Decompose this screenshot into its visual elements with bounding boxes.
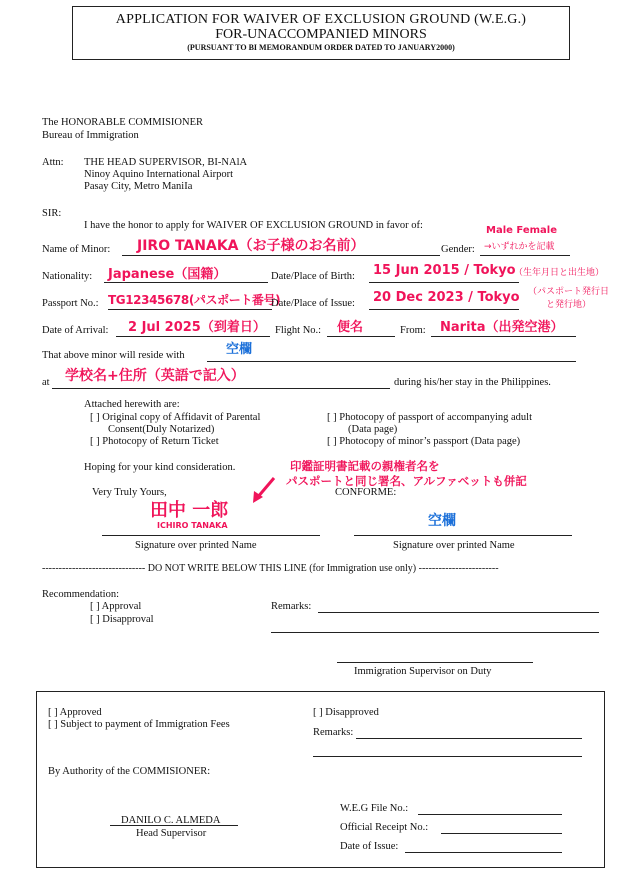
approved-checkbox[interactable]: [ ] Approved bbox=[48, 707, 102, 718]
subject-fees-checkbox[interactable]: [ ] Subject to payment of Immigration Fees bbox=[48, 719, 230, 730]
file-no-label: W.E.G File No.: bbox=[340, 803, 409, 814]
form-title-box bbox=[72, 6, 570, 60]
attachment-adult-passport[interactable]: [ ] Photocopy of passport of accompanying adult bbox=[327, 412, 532, 423]
name-label: Name of Minor: bbox=[42, 244, 111, 255]
signature-note-line2: パスポートと同じ署名、アルファベットも併記 bbox=[286, 474, 527, 488]
disapproved-checkbox[interactable]: [ ] Disapproved bbox=[313, 707, 379, 718]
attachment-affidavit[interactable]: [ ] Original copy of Affidavit of Parental bbox=[90, 412, 261, 423]
recommendation-remarks-line1[interactable] bbox=[318, 612, 599, 613]
signature-line-left[interactable] bbox=[102, 535, 320, 536]
attn-line3: Pasay City, Metro ManiIa bbox=[84, 181, 193, 192]
issue-date-line[interactable] bbox=[405, 852, 562, 853]
at-value: 学校名+住所（英語で記入） bbox=[65, 368, 245, 384]
arrow-icon bbox=[250, 474, 280, 504]
recommendation-remarks-label: Remarks: bbox=[271, 601, 312, 612]
passport-value: TG12345678(パスポート番号) bbox=[108, 293, 281, 307]
dob-field-line[interactable] bbox=[369, 282, 519, 283]
disapproval-checkbox[interactable]: [ ] Disapproval bbox=[90, 614, 154, 625]
issue-date-label: Date of Issue: bbox=[340, 841, 399, 852]
reside-field-line[interactable] bbox=[207, 361, 576, 362]
signature-caption-right: Signature over printed Name bbox=[393, 540, 515, 551]
dob-note: （生年月日と出生地） bbox=[514, 268, 605, 278]
hoping-text: Hoping for your kind consideration. bbox=[84, 462, 236, 473]
gender-note: →いずれかを記載 bbox=[484, 242, 555, 252]
at-field-line[interactable] bbox=[52, 388, 390, 389]
passport-field-line[interactable] bbox=[108, 309, 272, 310]
signature-name-roman: ICHIRO TANAKA bbox=[157, 521, 228, 530]
attachment-return-ticket[interactable]: [ ] Photocopy of Return Ticket bbox=[90, 436, 219, 447]
name-field-line[interactable] bbox=[122, 255, 440, 256]
supervisor-signature-line[interactable] bbox=[337, 662, 533, 663]
signature-line-right[interactable] bbox=[354, 535, 572, 536]
arrival-value: 2 Jul 2025（到着日） bbox=[128, 320, 266, 335]
form-title: APPLICATION FOR WAIVER OF EXCLUSION GROUND (W.E.G.) bbox=[115, 12, 527, 27]
passport-label: Passport No.: bbox=[42, 298, 99, 309]
recommendation-remarks-line2[interactable] bbox=[271, 632, 599, 633]
dob-value: 15 Jun 2015 / Tokyo bbox=[373, 263, 516, 278]
supervisor-caption: Immigration Supervisor on Duty bbox=[354, 666, 492, 677]
attn-label: Attn: bbox=[42, 157, 64, 168]
issue-field-line[interactable] bbox=[369, 309, 519, 310]
signature-caption-left: Signature over printed Name bbox=[135, 540, 257, 551]
official-remarks-line1[interactable] bbox=[356, 738, 582, 739]
signature-name-kanji: 田中 一郎 bbox=[150, 500, 229, 521]
intro-text: I have the honor to apply for WAIVER OF EXCLUSION GROUND in favor of: bbox=[84, 220, 423, 231]
arrival-field-line[interactable] bbox=[116, 336, 270, 337]
recommendation-heading: Recommendation: bbox=[42, 589, 119, 600]
form-subtitle: (PURSUANT TO BI MEMORANDUM ORDER DATED TO JANUARY2000) bbox=[187, 43, 455, 52]
nationality-value: Japanese（国籍） bbox=[108, 267, 227, 282]
dob-label: Date/Place of Birth: bbox=[271, 271, 355, 282]
receipt-label: Official Receipt No.: bbox=[340, 822, 429, 833]
issue-note-line1: （パスポート発行日 bbox=[528, 287, 610, 297]
from-value: Narita（出発空港） bbox=[440, 320, 564, 335]
flight-value: 便名 bbox=[337, 320, 364, 335]
file-no-line[interactable] bbox=[418, 814, 562, 815]
attachments-heading: Attached herewith are: bbox=[84, 399, 180, 410]
issue-note-line2: と発行地） bbox=[546, 300, 592, 310]
from-label: From: bbox=[400, 325, 426, 336]
addressee-line1: The HONORABLE COMMISIONER bbox=[42, 117, 203, 128]
flight-field-line[interactable] bbox=[327, 336, 395, 337]
approval-checkbox[interactable]: [ ] Approval bbox=[90, 601, 142, 612]
nationality-label: Nationality: bbox=[42, 271, 93, 282]
addressee-line2: Bureau of Immigration bbox=[42, 130, 139, 141]
name-value: JIRO TANAKA（お子様のお名前） bbox=[137, 238, 365, 254]
gender-label: Gender: bbox=[441, 244, 475, 255]
attn-line2: Ninoy Aquino International Airport bbox=[84, 169, 234, 180]
attachment-affidavit-line2: Consent(Duly Notarized) bbox=[108, 424, 215, 435]
at-label: at bbox=[42, 377, 50, 388]
officer-title: Head Supervisor bbox=[136, 828, 207, 839]
officer-name: DANILO C. ALMEDA bbox=[121, 815, 221, 826]
form-title-line2: FOR-UNACCOMPANIED MINORS bbox=[215, 27, 427, 42]
stay-text: during his/her stay in the Philippines. bbox=[394, 377, 551, 388]
do-not-write-divider: ------------------------------- DO NOT WRITE BELOW THIS LINE (for Immigration use only) ------------------------ bbox=[42, 563, 499, 574]
conforme-value: 空欄 bbox=[428, 513, 456, 529]
official-remarks-label: Remarks: bbox=[313, 727, 354, 738]
arrival-label: Date of Arrival: bbox=[42, 325, 109, 336]
gender-options: Male Female bbox=[486, 225, 557, 236]
signature-note-line1: 印鑑証明書記載の親権者名を bbox=[290, 459, 440, 473]
very-truly-text: Very Truly Yours, bbox=[92, 487, 167, 498]
reside-value: 空欄 bbox=[226, 342, 253, 357]
from-field-line[interactable] bbox=[431, 336, 576, 337]
issue-value: 20 Dec 2023 / Tokyo bbox=[373, 290, 520, 305]
issue-label: Date/Place of Issue: bbox=[271, 298, 355, 309]
reside-label: That above minor will reside with bbox=[42, 350, 185, 361]
attn-line1: THE HEAD SUPERVISOR, BI-NAlA bbox=[84, 157, 248, 168]
authority-text: By Authority of the COMMISIONER: bbox=[48, 766, 211, 777]
conforme-label: CONFORME: bbox=[335, 487, 397, 498]
gender-field-line[interactable] bbox=[480, 255, 570, 256]
attachment-minor-passport[interactable]: [ ] Photocopy of minor’s passport (Data page) bbox=[327, 436, 521, 447]
official-remarks-line2[interactable] bbox=[313, 756, 582, 757]
flight-label: Flight No.: bbox=[275, 325, 322, 336]
salutation: SIR: bbox=[42, 208, 62, 219]
receipt-line[interactable] bbox=[441, 833, 562, 834]
nationality-field-line[interactable] bbox=[104, 282, 268, 283]
attachment-adult-passport-line2: (Data page) bbox=[348, 424, 398, 435]
